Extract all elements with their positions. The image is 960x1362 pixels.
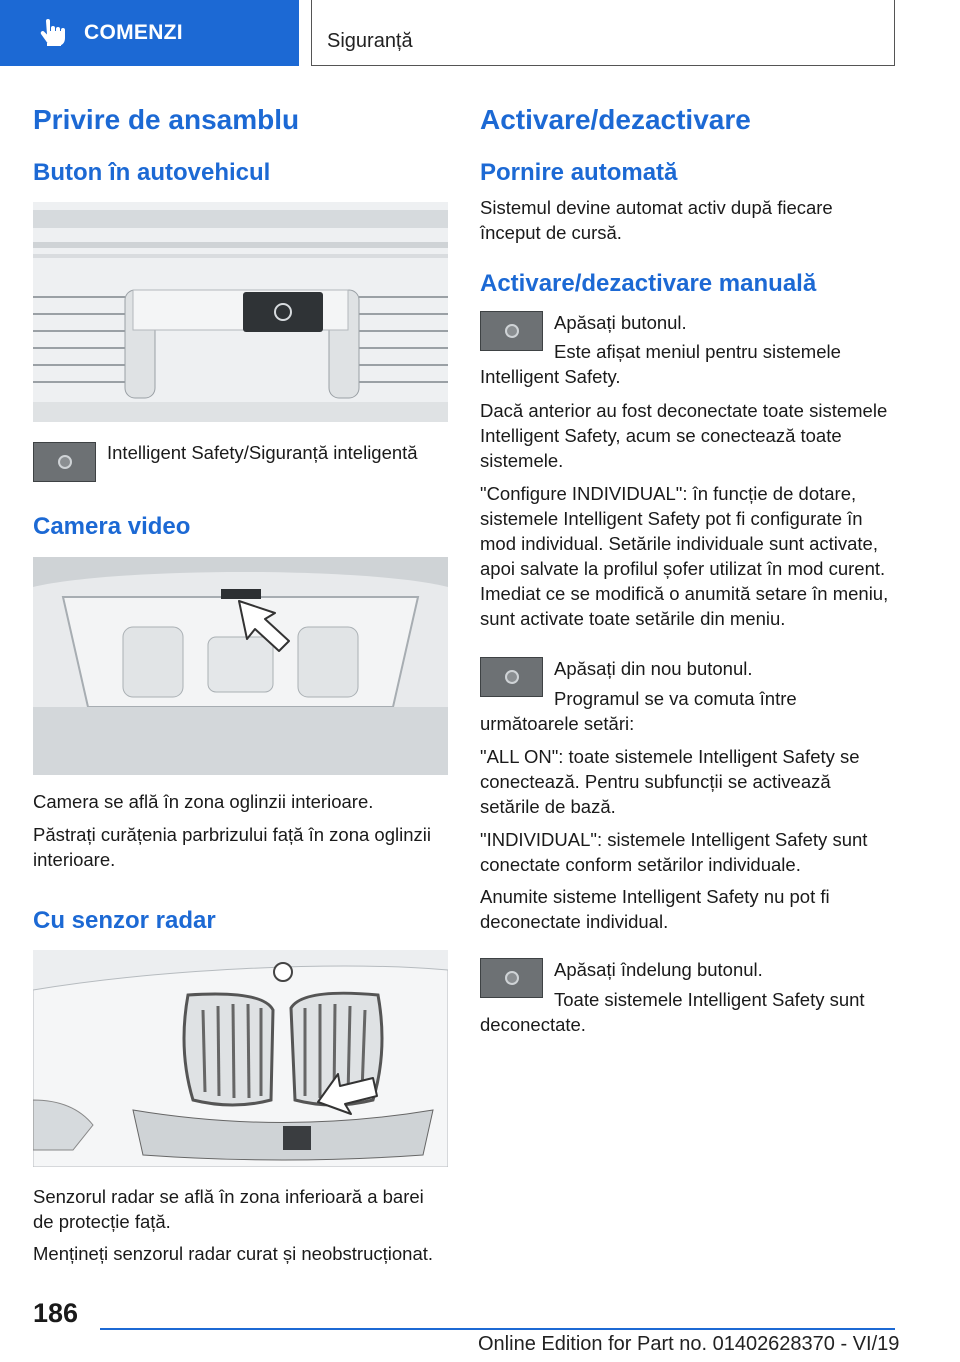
camera-subtitle: Camera video bbox=[33, 513, 191, 540]
section-label: COMENZI bbox=[84, 21, 183, 44]
button-subtitle: Buton în autovehicul bbox=[33, 159, 271, 186]
step2-action: Apăsați din nou butonul. bbox=[554, 658, 753, 679]
para-4: "INDIVIDUAL": sistemele Intelligent Safety sunt conectate conform setărilor individuale. bbox=[480, 829, 868, 875]
camera-text-2: Păstrați curățenia parbrizului față în zona oglinzii interioare. bbox=[33, 824, 431, 870]
camera-illustration bbox=[33, 557, 448, 775]
radar-text-2: Mențineți senzorul radar curat și neobstrucționat. bbox=[33, 1243, 434, 1264]
para-2: "Configure INDIVIDUAL": în funcție de dotare, sistemele Intelligent Safety pot fi configurate în mod individual. Setările individuale sunt activate, apoi salvate la profilul șofer utilizat în mod curent. Imediat ce se modifică o anumită setare în meniu, sunt activate toate setările din meniu. bbox=[480, 483, 889, 629]
edition-text: Online Edition for Part no. 01402628370 - VI/19 bbox=[478, 1333, 900, 1355]
step1-action: Apăsați butonul. bbox=[554, 312, 687, 333]
step1-result: Este afișat meniul pentru sistemele Intelligent Safety. bbox=[480, 341, 841, 387]
auto-start-text: Sistemul devine automat activ după fiecare început de cursă. bbox=[480, 197, 833, 243]
radar-sensor-illustration bbox=[33, 950, 448, 1167]
section-tab[interactable] bbox=[0, 0, 299, 66]
dashboard-button-illustration bbox=[33, 202, 448, 422]
overview-title: Privire de ansamblu bbox=[33, 104, 300, 135]
chapter-header bbox=[311, 0, 895, 66]
activation-title: Activare/dezactivare bbox=[480, 104, 751, 135]
manual-subtitle: Activare/dezactivare manuală bbox=[480, 270, 817, 297]
page-number: 186 bbox=[33, 1298, 79, 1328]
button-caption: Intelligent Safety/Siguranță inteligentă bbox=[107, 442, 418, 463]
step2-result: Programul se va comuta între următoarele setări: bbox=[480, 688, 797, 734]
step3-action: Apăsați îndelung butonul. bbox=[554, 959, 763, 980]
auto-start-subtitle: Pornire automată bbox=[480, 159, 678, 186]
intelligent-safety-button-icon bbox=[33, 442, 96, 482]
radar-subtitle: Cu senzor radar bbox=[33, 907, 216, 934]
chapter-label: Siguranță bbox=[327, 30, 413, 52]
radar-text-1: Senzorul radar se află în zona inferioară a barei de protecție față. bbox=[33, 1186, 424, 1232]
hand-pointer-icon bbox=[40, 19, 66, 47]
para-5: Anumite sisteme Intelligent Safety nu pot fi deconectate individual. bbox=[480, 886, 830, 932]
camera-text-1: Camera se află în zona oglinzii interioare. bbox=[33, 791, 374, 812]
footer-divider bbox=[100, 1328, 895, 1330]
para-3: "ALL ON": toate sistemele Intelligent Safety se conectează. Pentru subfuncții se activează setările de bază. bbox=[480, 746, 860, 817]
para-1: Dacă anterior au fost deconectate toate sistemele Intelligent Safety, acum se conectează toate sistemele. bbox=[480, 400, 888, 471]
step3-result: Toate sistemele Intelligent Safety sunt deconectate. bbox=[480, 989, 865, 1035]
